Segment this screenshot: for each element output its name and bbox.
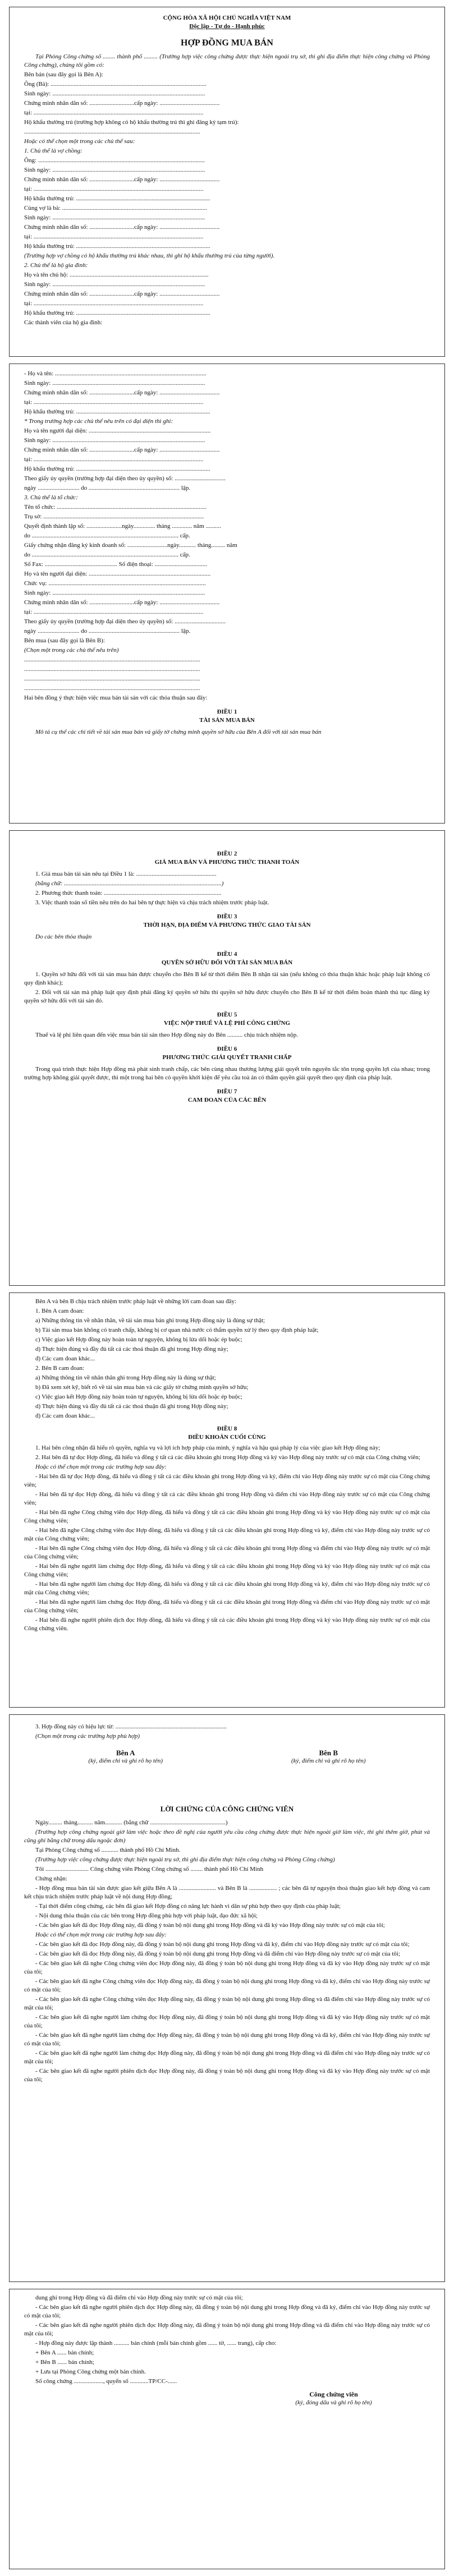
nation-header: CỘNG HÒA XÃ HỘI CHỦ NGHĨA VIỆT NAM bbox=[163, 15, 291, 21]
clause-line: - Hai bên đã nghe Công chứng viên đọc Hợp đồng, đã hiểu và đồng ý tất cả các điều khoản ghi trong Hợp đồng và ký, điểm chỉ vào Hợp đồng này trước sự có mặt của Công chứng viên; bbox=[24, 1527, 430, 1542]
article-5-number: ĐIỀU 5 bbox=[217, 1011, 237, 1018]
form-line: 1. Chủ thể là vợ chồng: bbox=[24, 148, 82, 154]
form-line: (Trường hợp vợ chồng có hộ khẩu thường trú khác nhau, thì ghi hộ khẩu thường trú của từng người). bbox=[24, 252, 275, 259]
notary-signature bbox=[24, 2390, 430, 2407]
clause-line: b) Đã xem xét kỹ, biết rõ về tài sản mua bán và các giấy tờ chứng minh quyền sở hữu; bbox=[35, 1384, 249, 1391]
article-8-number: ĐIỀU 8 bbox=[217, 1425, 237, 1432]
form-line: Sinh ngày: ................................................................................................... bbox=[24, 167, 205, 173]
clause-line: 1. Quyền sở hữu đối với tài sản mua bán được chuyển cho Bên B kể từ thời điểm Bên B nhận tài sản (nếu không có thỏa thuận khác hoặc pháp luật không có quy định khác); bbox=[24, 971, 430, 986]
attestation-line: Tại Phòng Công chứng số ........... thành phố Hồ Chí Minh. bbox=[35, 1847, 181, 1853]
article-7-body bbox=[24, 1298, 430, 1420]
attestation-line: - Các bên giao kết đã nghe Công chứng viên đọc Hợp đồng này, đã đồng ý toàn bộ nội dung ghi trong Hợp đồng và đã điểm chỉ vào Hợp đồng này trước sự có mặt của tôi; bbox=[24, 1996, 430, 2011]
form-line: Chứng minh nhân dân số: .............................cấp ngày: ....................................... bbox=[24, 176, 220, 183]
clause-line: 2. Hai bên đã tự đọc Hợp đồng, đã hiểu và đồng ý tất cả các điều khoản ghi trong Hợp đồng và ký vào Hợp đồng này trước sự có mặt của Công chứng viên; bbox=[35, 1454, 420, 1461]
attestation-line: - Các bên giao kết đã nghe người phiên dịch đọc Hợp đồng này, đã đồng ý toàn bộ nội dung ghi trong Hợp đồng và đã ký vào Hợp đồng này trước sự có mặt của tôi; bbox=[24, 2068, 430, 2083]
article-2-body bbox=[24, 870, 430, 907]
page-5 bbox=[9, 1714, 445, 2282]
article-6-number: ĐIỀU 6 bbox=[217, 1046, 237, 1052]
clause-line: (bằng chữ: ......................................................................................................) bbox=[35, 880, 224, 887]
form-line: * Trong trường hợp các chủ thể nêu trên có đại diện thì ghi: bbox=[24, 418, 173, 425]
article-8-body bbox=[24, 1444, 430, 1633]
attestation-line: - Các bên giao kết đã nghe Công chứng viên đọc Hợp đồng này, đã đồng ý toàn bộ nội dung ghi trong Hợp đồng và đã ký, điểm chỉ vào Hợp đồng này trước sự có mặt của tôi; bbox=[24, 1978, 430, 1993]
form-line: Họ và tên chủ hộ: .......................................................................................... bbox=[24, 272, 209, 278]
article-3-text: Do các bên thỏa thuận bbox=[35, 933, 92, 940]
attestation-line: + Lưu tại Phòng Công chứng một bản chính. bbox=[35, 2368, 146, 2375]
clause-line: c) Việc giao kết Hợp đồng này hoàn toàn tự nguyện, không bị lừa dối hoặc ép buộc; bbox=[35, 1336, 242, 1343]
form-line: Tên tổ chức: ................................................................................................. bbox=[24, 504, 207, 510]
form-line: Chứng minh nhân dân số: .............................cấp ngày: ....................................... bbox=[24, 599, 220, 606]
article-8-name: ĐIỀU KHOẢN CUỐI CÙNG bbox=[188, 1434, 266, 1441]
attestation-line: - Các bên giao kết đã nghe người phiên dịch đọc Hợp đồng này, đã đồng ý toàn bộ nội dung ghi trong Hợp đồng và đã điểm chỉ vào Hợp đồng này trước sự có mặt của tôi; bbox=[24, 2322, 430, 2337]
attestation-line: - Các bên giao kết đã nghe người phiên dịch đọc Hợp đồng này, đã đồng ý toàn bộ nội dung ghi trong Hợp đồng và đã ký, điểm chỉ vào Hợp đồng này trước sự có mặt của tôi; bbox=[24, 2304, 430, 2319]
form-line: Sinh ngày: ................................................................................................... bbox=[24, 437, 205, 444]
article-6-name: PHƯƠNG THỨC GIẢI QUYẾT TRANH CHẤP bbox=[162, 1054, 292, 1061]
article-6-text: Trong quá trình thực hiện Hợp đồng mà phát sinh tranh chấp, các bên cùng nhau thương lượng giải quyết trên nguyên tắc tôn trọng quyền lợi của nhau; trong trường hợp không giải quyết được, thì một trong hai bên có quyền khởi kiện để yêu cầu toà án có thẩm quyền giải quyết theo quy định của pháp luật. bbox=[24, 1066, 430, 1081]
motto: Độc lập - Tự do - Hạnh phúc bbox=[189, 23, 265, 30]
party-a-label: Bên A bbox=[116, 1749, 135, 1757]
form-line: .................................................................................................................. bbox=[24, 685, 200, 692]
form-line: Hoặc có thể chọn một trong các chủ thể sau: bbox=[24, 138, 135, 145]
page-5-content bbox=[24, 1723, 430, 2085]
form-line: Theo giấy ủy quyền (trường hợp đại diện theo ủy quyền) số: ................................. bbox=[24, 475, 226, 482]
attestation-line: - Nội dung thỏa thuận của các bên trong Hợp đồng phù hợp với pháp luật, đạo đức xã hội; bbox=[35, 1912, 258, 1919]
form-line: Bên mua (sau đây gọi là Bên B): bbox=[24, 637, 105, 644]
form-line: Trụ sở: ........................................................................................................ bbox=[24, 513, 204, 520]
party-b-signature bbox=[237, 1749, 420, 1765]
form-line: do ............................................................................................... cấp. bbox=[24, 551, 190, 558]
article-7-number: ĐIỀU 7 bbox=[217, 1088, 237, 1095]
form-line: Chứng minh nhân dân số: .............................cấp ngày: ....................................... bbox=[24, 100, 220, 107]
clause-line: - Hai bên đã nghe Công chứng viên đọc Hợp đồng, đã hiểu và đồng ý tất cả các điều khoản ghi trong Hợp đồng và ký vào Hợp đồng này trước sự có mặt của Công chứng viên; bbox=[24, 1509, 430, 1524]
party-b-sign-note: (ký, điểm chỉ và ghi rõ họ tên) bbox=[291, 1758, 366, 1764]
clause-line: 1. Giá mua bán tài sản nêu tại Điều 1 là: .................................................... bbox=[35, 871, 217, 877]
form-line: Sinh ngày: ................................................................................................... bbox=[24, 214, 205, 221]
attestation-line: - Các bên giao kết đã nghe người làm chứng đọc Hợp đồng này, đã đồng ý toàn bộ nội dung ghi trong Hợp đồng và đã điểm chỉ vào Hợp đồng này trước sự có mặt của tôi; bbox=[24, 2050, 430, 2065]
clause-line: - Hai bên đã tự đọc Hợp đồng, đã hiểu và đồng ý tất cả các điều khoản ghi trong Hợp đồng và ký, điểm chỉ vào Hợp đồng này trước sự có mặt của Công chứng viên; bbox=[24, 1473, 430, 1488]
form-line: Hộ khẩu thường trú: ....................................................................................... bbox=[24, 243, 210, 250]
form-line: Sinh ngày: ................................................................................................... bbox=[24, 380, 205, 387]
form-line: .................................................................................................................. bbox=[24, 675, 200, 682]
page-1-content bbox=[24, 14, 430, 328]
party-details-block bbox=[24, 370, 430, 702]
form-line: Theo giấy ủy quyền (trường hợp đại diện theo ủy quyền) số: ................................. bbox=[24, 618, 226, 625]
form-line: Hai bên đồng ý thực hiện việc mua bán tài sản với các thỏa thuận sau đây: bbox=[24, 694, 208, 701]
form-line: Ông: ............................................................................................................ bbox=[24, 157, 205, 164]
intro-paragraph: Tại Phòng Công chứng số ........ thành phố ......... (Trường hợp việc công chứng được thực hiện ngoài trụ sở, thì ghi địa điểm thực hiện công chứng và Phòng Công chứng), chúng tôi gồm có: bbox=[24, 53, 430, 68]
form-line: - Họ và tên: .................................................................................................. bbox=[24, 370, 207, 377]
form-line: .................................................................................................................. bbox=[24, 666, 200, 673]
attestation-line: - Các bên giao kết đã nghe Công chứng viên đọc Hợp đồng này, đã đồng ý toàn bộ nội dung ghi trong Hợp đồng và đã ký vào Hợp đồng này trước sự có mặt của tôi; bbox=[24, 1960, 430, 1975]
attestation-line: - Tại thời điểm công chứng, các bên đã giao kết Hợp đồng có năng lực hành vi dân sự phù hợp theo quy định của pháp luật; bbox=[35, 1903, 341, 1910]
attestation-line: - Hợp đồng này được lập thành .......... bản chính (mỗi bản chính gồm ...... tờ, ...... trang), cấp cho: bbox=[35, 2340, 277, 2347]
form-line: Hộ khẩu thường trú: ....................................................................................... bbox=[24, 195, 210, 202]
article-4-body bbox=[24, 970, 430, 1005]
form-line: Sinh ngày: ................................................................................................... bbox=[24, 590, 205, 596]
clause-line: Hoặc có thể chọn một trong các trường hợp sau đây: bbox=[35, 1464, 167, 1470]
party-a-block bbox=[24, 71, 430, 327]
attestation-line: Tôi ............................ Công chứng viên Phòng Công chứng số ........ thành phố Hồ Chí Minh bbox=[35, 1866, 264, 1873]
form-line: Giấy chứng nhận đăng ký kinh doanh số: ..........................ngày........... tháng......... năm bbox=[24, 542, 237, 549]
form-line: Hộ khẩu thường trú (trường hợp không có hộ khẩu thường trú thì ghi đăng ký tạm trú): bbox=[24, 119, 239, 126]
clause-line: - Hai bên đã nghe người phiên dịch đọc Hợp đồng, đã hiểu và đồng ý tất cả các điều khoản ghi trong Hợp đồng và ký vào Hợp đồng này trước sự có mặt của Công chứng viên. bbox=[24, 1617, 430, 1632]
article-1-number: ĐIỀU 1 bbox=[217, 709, 237, 715]
page-3 bbox=[9, 830, 445, 1286]
clause-line: đ) Các cam đoan khác... bbox=[35, 1355, 95, 1362]
attestation-line: dung ghi trong Hợp đồng và đã điểm chỉ vào Hợp đồng này trước sự có mặt của tôi; bbox=[35, 2294, 243, 2301]
article-7-name: CAM ĐOAN CỦA CÁC BÊN bbox=[187, 1097, 267, 1103]
attestation-line: Ngày......... tháng.......... năm........... (bằng chữ .................................................) bbox=[35, 1819, 228, 1826]
clause-line: - Hai bên đã nghe người làm chứng đọc Hợp đồng, đã hiểu và đồng ý tất cả các điều khoản ghi trong Hợp đồng và ký, điểm chỉ vào Hợp đồng này trước sự có mặt của Công chứng viên; bbox=[24, 1581, 430, 1596]
form-line: Sinh ngày: ................................................................................................... bbox=[24, 90, 205, 97]
clause-line: c) Việc giao kết Hợp đồng này hoàn toàn tự nguyện, không bị lừa dối hoặc ép buộc; bbox=[35, 1393, 242, 1400]
attestation-line: - Các bên giao kết đã đọc Hợp đồng này, đã đồng ý toàn bộ nội dung ghi trong Hợp đồng và đã ký, điểm chỉ vào Hợp đồng này trước sự có mặt của tôi; bbox=[35, 1941, 410, 1948]
form-line: tại: .............................................................................................................. bbox=[24, 109, 204, 116]
form-line: Ông (Bà): ..................................................................................................... bbox=[24, 81, 207, 88]
form-line: Cùng vợ là bà: .............................................................................................. bbox=[24, 205, 208, 211]
article-2-number: ĐIỀU 2 bbox=[217, 850, 237, 857]
clause-line: - Hai bên đã nghe Công chứng viên đọc Hợp đồng, đã hiểu và đồng ý tất cả các điều khoản ghi trong Hợp đồng và điểm chỉ vào Hợp đồng này trước sự có mặt của Công chứng viên; bbox=[24, 1545, 430, 1560]
form-line: Chức vụ: ...................................................................................................... bbox=[24, 580, 206, 587]
attestation-line: + Bên B ...... bản chính; bbox=[35, 2359, 94, 2366]
article-4-name: QUYỀN SỞ HỮU ĐỐI VỚI TÀI SẢN MUA BÁN bbox=[161, 959, 293, 966]
attestation-line: + Bên A ...... bản chính; bbox=[35, 2349, 94, 2356]
form-line: tại: .............................................................................................................. bbox=[24, 456, 204, 463]
form-line: Chứng minh nhân dân số: .............................cấp ngày: ....................................... bbox=[24, 447, 220, 453]
clause-line: - Hai bên đã nghe người làm chứng đọc Hợp đồng, đã hiểu và đồng ý tất cả các điều khoản ghi trong Hợp đồng và điểm chỉ vào Hợp đồng này trước sự có mặt của Công chứng viên; bbox=[24, 1599, 430, 1614]
article-3-name: THỜI HẠN, ĐỊA ĐIỂM VÀ PHƯƠNG THỨC GIAO TÀI SẢN bbox=[143, 922, 311, 928]
form-line: tại: .............................................................................................................. bbox=[24, 186, 204, 192]
form-line: Số Fax: ............................................... Số điện thoại: .................................. bbox=[24, 561, 208, 568]
attestation-line: - Các bên giao kết đã đọc Hợp đồng này, đã đồng ý toàn bộ nội dung ghi trong Hợp đồng và đã ký vào Hợp đồng này trước sự có mặt của tôi; bbox=[35, 1922, 385, 1929]
form-line: tại: .............................................................................................................. bbox=[24, 233, 204, 240]
page-4-content bbox=[24, 1298, 430, 1634]
form-line: Bên bán (sau đây gọi là Bên A): bbox=[24, 71, 103, 78]
clause-line: b) Tài sản mua bán không có tranh chấp, không bị cơ quan nhà nước có thẩm quyền xử lý theo quy định pháp luật; bbox=[35, 1327, 319, 1333]
article-1-name: TÀI SẢN MUA BÁN bbox=[199, 717, 255, 724]
notary-label: Công chứng viên bbox=[309, 2390, 358, 2398]
clause-line: a) Những thông tin về nhân thân, về tài sản mua bán ghi trong Hợp đồng này là đúng sự thật; bbox=[35, 1317, 265, 1324]
notary-attestation-title: LỜI CHỨNG CỦA CÔNG CHỨNG VIÊN bbox=[160, 1805, 294, 1813]
clause-line: d) Thực hiện đúng và đầy đủ tất cả các thoả thuận đã ghi trong Hợp đồng này; bbox=[35, 1403, 228, 1410]
form-line: Họ và tên người đại diện: ............................................................................... bbox=[24, 571, 211, 577]
article-2-name: GIÁ MUA BÁN VÀ PHƯƠNG THỨC THANH TOÁN bbox=[154, 859, 300, 866]
document-title: HỢP ĐỒNG MUA BÁN bbox=[181, 38, 273, 48]
attestation-line: (Trường hợp công chứng ngoài giờ làm việc hoặc theo đề nghị của người yêu cầu công chứng được thực hiện ngoài giờ làm việc, thì ghi thêm giờ, phút và cũng ghi bằng chữ trong dấu ngoặc đơn) bbox=[24, 1829, 430, 1844]
form-line: Chứng minh nhân dân số: .............................cấp ngày: ....................................... bbox=[24, 291, 220, 297]
page-6-content bbox=[24, 2294, 430, 2407]
page-2-content bbox=[24, 370, 430, 738]
attestation-line: (Trường hợp việc công chứng được thực hiện ngoài trụ sở, thì ghi địa điểm thực hiện công chứng và Phòng Công chứng) bbox=[35, 1856, 335, 1863]
clause-line: a) Những thông tin về nhân thân ghi trong Hợp đồng này là đúng sự thật; bbox=[35, 1374, 216, 1381]
page-4 bbox=[9, 1292, 445, 1708]
article-4-number: ĐIỀU 4 bbox=[217, 951, 237, 958]
form-line: Hộ khẩu thường trú: ....................................................................................... bbox=[24, 310, 210, 316]
article-1-text: Mô tả cụ thể các chi tiết về tài sản mua bán và giấy tờ chứng minh quyền sở hữu của Bên A đối với tài sản mua bán bbox=[35, 729, 322, 735]
form-line: .................................................................................................................. bbox=[24, 128, 200, 135]
form-line: Quyết định thành lập số: .......................ngày.............. tháng ............. năm .......... bbox=[24, 523, 221, 530]
clause-line: 1. Hai bên công nhận đã hiểu rõ quyền, nghĩa vụ và lợi ích hợp pháp của mình, ý nghĩa và hậu quả pháp lý của việc giao kết Hợp đồng này; bbox=[35, 1445, 380, 1451]
attestation-line: Số công chứng ..................., quyển số ............TP/CC-...... bbox=[35, 2378, 177, 2385]
attestation-line: - Các bên giao kết đã đọc Hợp đồng này, đã đồng ý toàn bộ nội dung ghi trong Hợp đồng và đã điểm chỉ vào Hợp đồng này trước sự có mặt của tôi; bbox=[35, 1951, 401, 1957]
clause-line: d) Thực hiện đúng và đầy đủ tất cả các thoả thuận đã ghi trong Hợp đồng này; bbox=[35, 1346, 228, 1353]
clause-line: 3. Việc thanh toán số tiền nêu trên do hai bên tự thực hiện và chịu trách nhiệm trước pháp luật. bbox=[35, 899, 269, 906]
attestation-line: Chứng nhận: bbox=[35, 1875, 67, 1882]
attestation-line: - Các bên giao kết đã nghe người làm chứng đọc Hợp đồng này, đã đồng ý toàn bộ nội dung ghi trong Hợp đồng và đã ký, điểm chỉ vào Hợp đồng này trước sự có mặt của tôi; bbox=[24, 2032, 430, 2047]
clause-line: - Hai bên đã nghe người làm chứng đọc Hợp đồng, đã hiểu và đồng ý tất cả các điều khoản ghi trong Hợp đồng và ký vào Hợp đồng này trước sự có mặt của Công chứng viên; bbox=[24, 1563, 430, 1578]
article-3-number: ĐIỀU 3 bbox=[217, 913, 237, 920]
form-line: 2. Chủ thể là hộ gia đình: bbox=[24, 262, 88, 269]
notary-sign-note: (ký, đóng dấu và ghi rõ họ tên) bbox=[295, 2399, 372, 2406]
form-line: tại: .............................................................................................................. bbox=[24, 300, 204, 307]
form-line: Hộ khẩu thường trú: ....................................................................................... bbox=[24, 408, 210, 415]
clause-line: 2. Đối với tài sản mà pháp luật quy định phải đăng ký quyền sở hữu thì quyền sở hữu được chuyển cho Bên B kể từ thời điểm hoàn thành thủ tục đăng ký quyền sở hữu đối với tài sản đó. bbox=[24, 989, 430, 1004]
notary-attestation-body bbox=[24, 1819, 430, 2084]
article-5-name: VIỆC NỘP THUẾ VÀ LỆ PHÍ CÔNG CHỨNG bbox=[163, 1020, 291, 1027]
clause-line: 2. Bên B cam đoan: bbox=[35, 1365, 85, 1372]
attestation-line: - Hợp đồng mua bán tài sản được giao kết giữa Bên A là ........................ và Bên B là .................. ; các bên đã tự nguyện thoả thuận giao kết hợp đồng và cam kết chịu trách nhiệm trước pháp luật về nội dung Hợp đồng; bbox=[24, 1885, 430, 1900]
party-b-label: Bên B bbox=[319, 1749, 338, 1757]
form-line: tại: .............................................................................................................. bbox=[24, 399, 204, 406]
form-line: Hộ khẩu thường trú: ....................................................................................... bbox=[24, 466, 210, 472]
form-line: tại: .............................................................................................................. bbox=[24, 609, 204, 615]
form-line: .................................................................................................................. bbox=[24, 656, 200, 663]
article-5-text: Thuế và lệ phí liên quan đến việc mua bán tài sản theo Hợp đồng này do Bên .......... chịu trách nhiệm nộp. bbox=[35, 1032, 299, 1038]
clause-line: 1. Bên A cam đoan: bbox=[35, 1308, 84, 1314]
party-signatures bbox=[24, 1749, 430, 1765]
form-line: Chứng minh nhân dân số: .............................cấp ngày: ....................................... bbox=[24, 389, 220, 396]
party-a-sign-note: (ký, điểm chỉ và ghi rõ họ tên) bbox=[88, 1758, 163, 1764]
clause-line: đ) Các cam đoan khác... bbox=[35, 1413, 95, 1419]
effective-date: 3. Hợp đồng này có hiệu lực từ: ........................................................................ bbox=[35, 1723, 227, 1730]
form-line: 3. Chủ thể là tổ chức: bbox=[24, 494, 78, 501]
form-line: Chứng minh nhân dân số: .............................cấp ngày: ....................................... bbox=[24, 224, 220, 231]
notary-attestation-continued bbox=[24, 2294, 430, 2386]
form-line: ngày ........................... do ........................................................... lập. bbox=[24, 628, 191, 634]
form-line: Sinh ngày: ................................................................................................... bbox=[24, 281, 205, 288]
form-line: ngày ........................... do ........................................................... lập. bbox=[24, 485, 191, 491]
form-line: Họ và tên người đại diện: ............................................................................... bbox=[24, 427, 211, 434]
form-line: (Chọn một trong các chủ thể nêu trên) bbox=[24, 647, 119, 654]
page-2 bbox=[9, 364, 445, 824]
form-line: Các thành viên của hộ gia đình: bbox=[24, 319, 103, 326]
form-line: do ............................................................................................... cấp. bbox=[24, 532, 190, 539]
clause-line: 2. Phương thức thanh toán: ............................................................................ bbox=[35, 890, 222, 896]
effective-date-note: (Chọn một trong các trường hợp phù hợp) bbox=[35, 1733, 140, 1740]
clause-line: - Hai bên đã tự đọc Hợp đồng, đã hiểu và đồng ý tất cả các điều khoản ghi trong Hợp đồng và điểm chỉ vào Hợp đồng này trước sự có mặt của Công chứng viên; bbox=[24, 1491, 430, 1506]
attestation-line: Hoặc có thể chọn một trong các trường hợp sau đây: bbox=[35, 1931, 167, 1938]
party-a-signature bbox=[34, 1749, 217, 1765]
clause-line: Bên A và bên B chịu trách nhiệm trước pháp luật về những lời cam đoan sau đây: bbox=[35, 1298, 237, 1305]
page-6 bbox=[9, 2289, 445, 2569]
attestation-line: - Các bên giao kết đã nghe người làm chứng đọc Hợp đồng này, đã đồng ý toàn bộ nội dung ghi trong Hợp đồng và đã ký vào Hợp đồng này trước sự có mặt của tôi; bbox=[24, 2014, 430, 2029]
page-1 bbox=[9, 7, 445, 357]
page-3-content bbox=[24, 850, 430, 1105]
